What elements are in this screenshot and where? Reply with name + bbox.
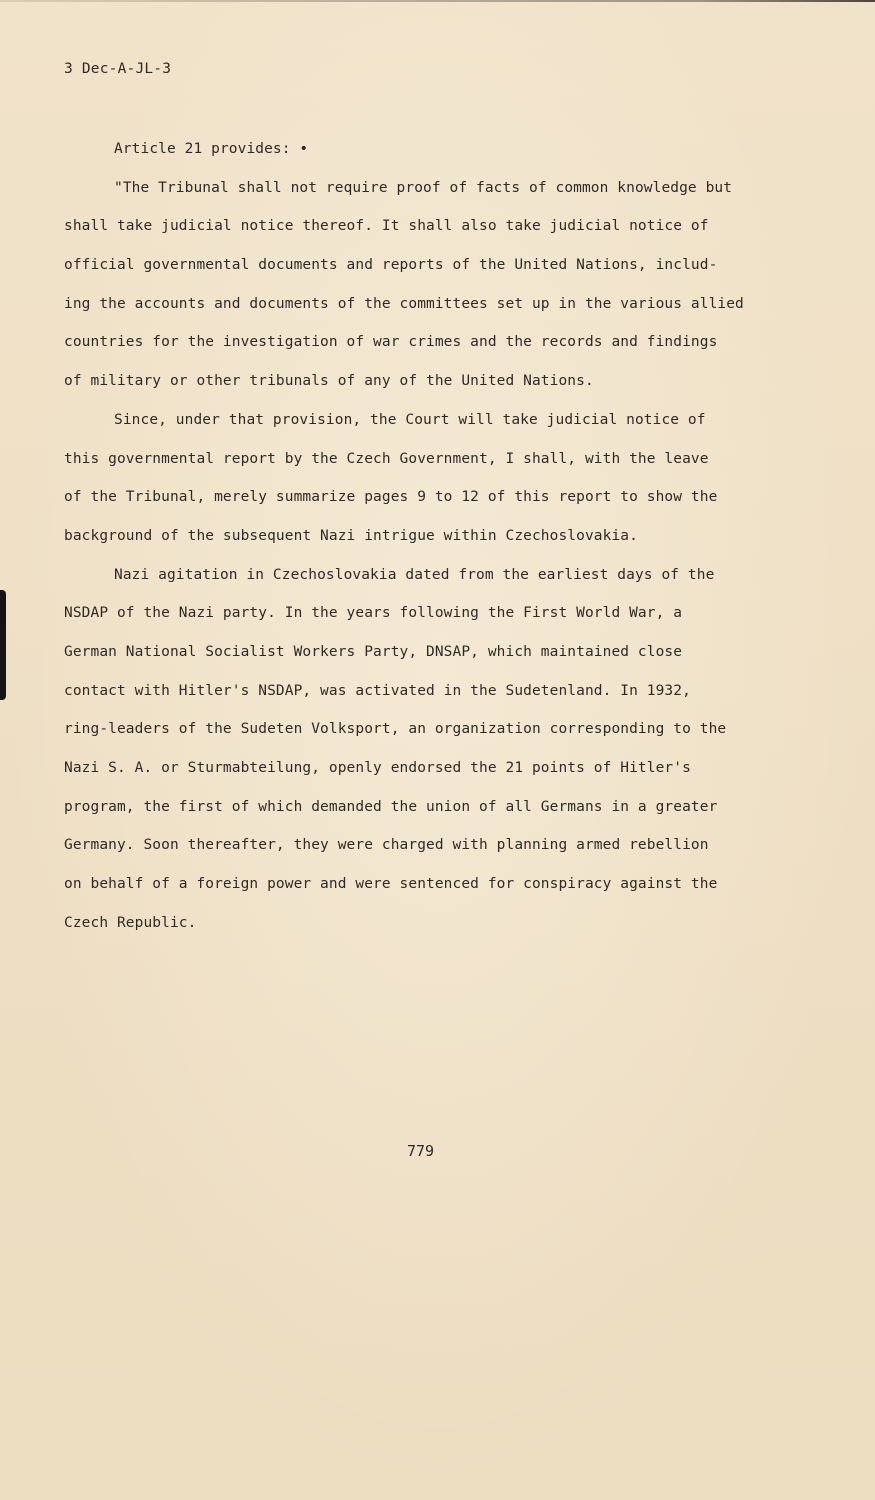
- text-line: ring-leaders of the Sudeten Volksport, an organization corresponding to the: [64, 721, 727, 738]
- text-line: NSDAP of the Nazi party. In the years following the First World War, a: [64, 605, 683, 622]
- text-line: contact with Hitler's NSDAP, was activated in the Sudetenland. In 1932,: [64, 682, 691, 699]
- text-line: on behalf of a foreign power and were sentenced for conspiracy against the: [64, 876, 718, 893]
- text-line: program, the first of which demanded the union of all Germans in a greater: [64, 798, 718, 815]
- text-line: Article 21 provides: •: [114, 141, 309, 157]
- text-line: Nazi S. A. or Sturmabteilung, openly endorsed the 21 points of Hitler's: [64, 760, 691, 776]
- text-line: Czech Republic.: [64, 914, 197, 931]
- text-line: countries for the investigation of war crimes and the records and findings: [64, 334, 718, 351]
- text-line: Germany. Soon thereafter, they were charged with planning armed rebellion: [64, 837, 709, 854]
- text-line: official governmental documents and reports of the United Nations, includ-: [64, 257, 718, 274]
- page-number: 779: [407, 1142, 435, 1160]
- text-line: shall take judicial notice thereof. It shall also take judicial notice of: [64, 218, 709, 235]
- body-text: [64, 130, 824, 942]
- text-line: of the Tribunal, merely summarize pages 9 to 12 of this report to show the: [64, 489, 718, 506]
- text-line: Since, under that provision, the Court will take judicial notice of: [114, 411, 706, 428]
- document-reference: 3 Dec-A-JL-3: [64, 61, 172, 77]
- text-line: "The Tribunal shall not require proof of facts of common knowledge but: [114, 179, 733, 196]
- text-line: of military or other tribunals of any of the United Nations.: [64, 373, 594, 390]
- text-line: this governmental report by the Czech Government, I shall, with the leave: [64, 450, 709, 467]
- text-line: German National Socialist Workers Party, DNSAP, which maintained close: [64, 643, 683, 660]
- text-line: background of the subsequent Nazi intrigue within Czechoslovakia.: [64, 527, 638, 544]
- text-line: ing the accounts and documents of the committees set up in the various allied: [64, 295, 744, 312]
- binding-tab: [0, 590, 6, 700]
- top-edge-rule: [0, 0, 875, 2]
- text-line: Nazi agitation in Czechoslovakia dated from the earliest days of the: [114, 566, 715, 583]
